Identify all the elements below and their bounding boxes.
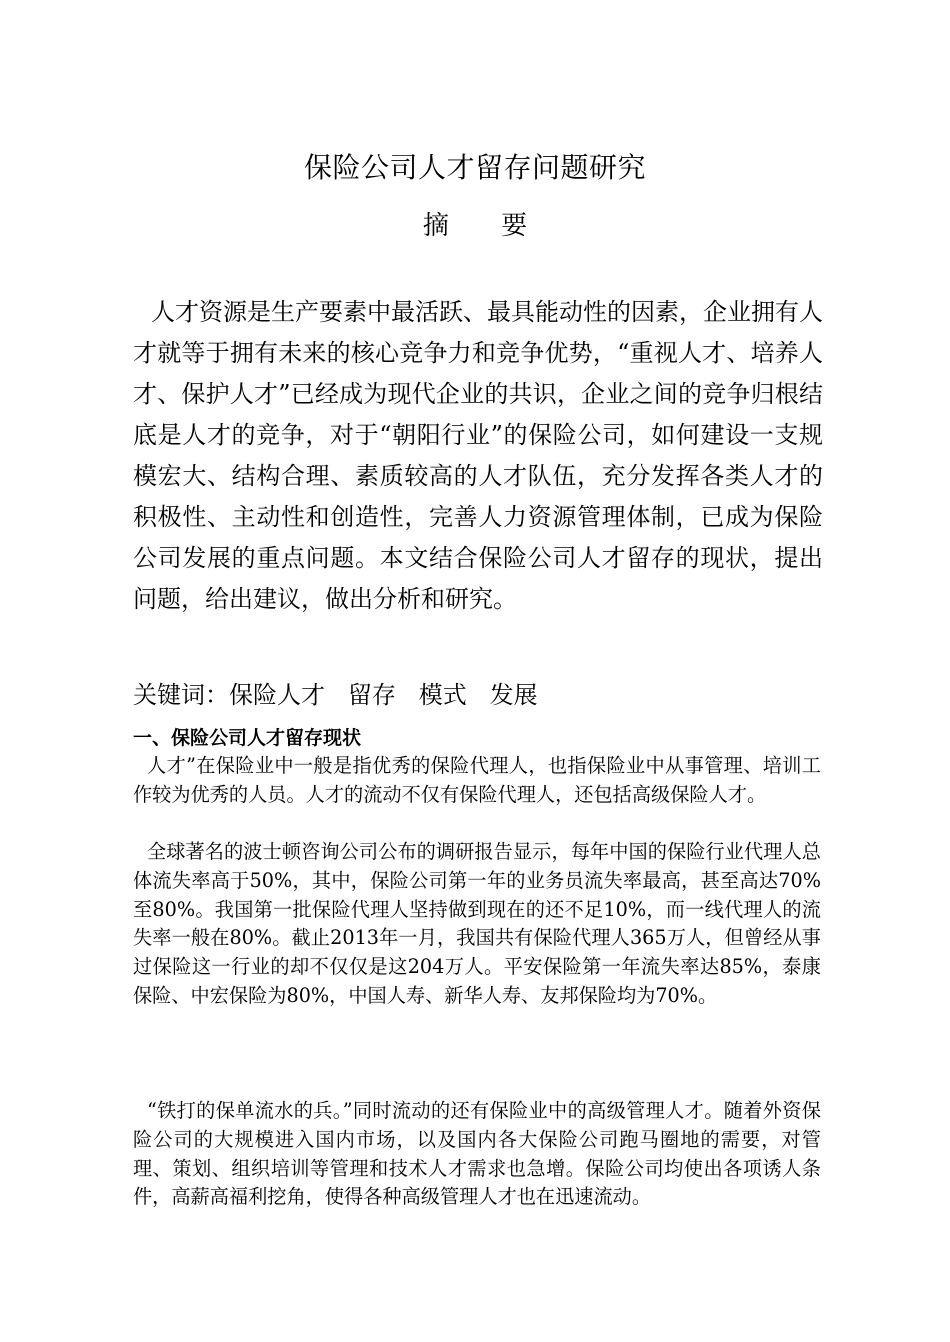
body-paragraph: 人才”在保险业中一般是指优秀的保险代理人，也指保险业中从事管理、培训工作较为优秀的人员。人才的流动不仅有保险代理人，还包括高级保险人才。: [133, 754, 821, 806]
keywords-list: 保险人才 留存 模式 发展: [229, 681, 538, 709]
abstract-heading: 摘 要: [422, 211, 550, 241]
body-paragraph: 全球著名的波士顿咨询公司公布的调研报告显示，每年中国的保险行业代理人总体流失率高于50%，其中，保险公司第一年的业务员流失率最高，甚至高达70%至80%。我国第一批保险代理人坚持做到现在的还不足10%，而一线代理人的流失率一般在80%。截止2013年一月，我国共有保险代理人365万人，但曾经从事过保险这一行业的却不仅仅是这204万人。平安保险第一年流失率达85%，泰康保险、中宏保险为80%，中国人寿、新华人寿、友邦保险均为70%。: [133, 840, 821, 1007]
section-heading: 一、保险公司人才留存现状: [133, 727, 362, 749]
keywords-label: 关键词：: [133, 681, 229, 709]
body-paragraph: “铁打的保单流水的兵。”同时流动的还有保险业中的高级管理人才。随着外资保险公司的大规模进入国内市场，以及国内各大保险公司跑马圈地的需要，对管理、策划、组织培训等管理和技术人才需求也急增。保险公司均使出各项诱人条件，高薪高福利挖角，使得各种高级管理人才也在迅速流动。: [133, 1099, 821, 1209]
keywords-line: [133, 677, 823, 713]
abstract-paragraph: 人才资源是生产要素中最活跃、最具能动性的因素，企业拥有人才就等于拥有未来的核心竞争力和竞争优势，“重视人才、培养人才、保护人才”已经成为现代企业的共识，企业之间的竞争归根结底是人才的竞争，对于“朝阳行业”的保险公司，如何建设一支规模宏大、结构合理、素质较高的人才队伍，充分发挥各类人才的积极性、主动性和创造性，完善人力资源管理体制，已成为保险公司发展的重点问题。本文结合保险公司人才留存的现状，提出问题，给出建议，做出分析和研究。: [133, 298, 823, 613]
document-title: 保险公司人才留存问题研究: [303, 151, 646, 184]
